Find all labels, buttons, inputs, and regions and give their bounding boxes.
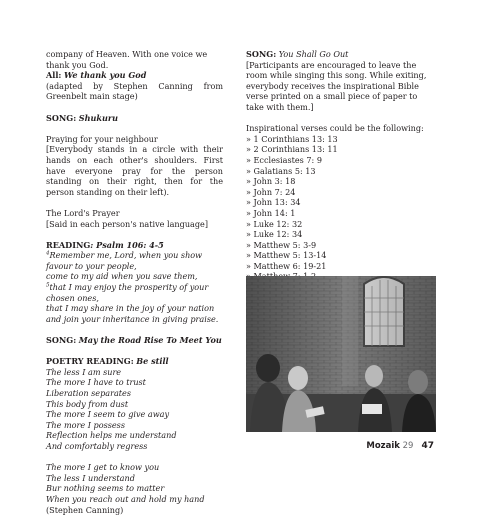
verse-item: » Luke 12: 32 bbox=[246, 218, 303, 229]
lords-prayer-title: The Lord's Prayer bbox=[46, 207, 120, 218]
reading-reference: : Psalm 106: 4-5 bbox=[90, 239, 164, 250]
page-number: 47 bbox=[421, 441, 434, 451]
song-go-out bbox=[246, 49, 434, 60]
verse-item: » Luke 12: 34 bbox=[246, 229, 303, 240]
left-column bbox=[46, 49, 223, 515]
prayer-instructions: [Everybody stands in a circle with their hands on each other's shoulders. First have everyone pray for the person standing on their right, then for the person standing on their left). bbox=[46, 144, 223, 197]
verse-item: » Ecclesiastes 7: 9 bbox=[246, 154, 322, 165]
verse-item: » John 13: 34 bbox=[246, 197, 301, 208]
song-title: Shukuru bbox=[78, 112, 119, 123]
poem-line: The less I understand bbox=[46, 472, 135, 483]
verse-item: » John 3: 18 bbox=[246, 176, 296, 187]
verse-line: that I may share in the joy of your nation bbox=[46, 303, 215, 314]
magazine-name: Mozaik bbox=[366, 441, 400, 451]
song-label: SONG: bbox=[46, 335, 77, 346]
group-photo bbox=[246, 276, 436, 432]
poem-stanza-1 bbox=[46, 367, 223, 452]
poem-line: The more I get to know you bbox=[46, 462, 160, 473]
poem-line: The less I am sure bbox=[46, 366, 122, 377]
poetry-label: POETRY READING: bbox=[46, 356, 134, 367]
reading-label: READING bbox=[46, 239, 91, 250]
poem-stanza-2 bbox=[46, 462, 223, 504]
song-shukuru bbox=[46, 113, 223, 124]
poetry-title: Be still bbox=[136, 356, 169, 367]
adapted-credit: (adapted by Stephen Canning from Greenbelt main stage) bbox=[46, 80, 223, 102]
song-instructions: [Participants are encouraged to leave the room while singing this song. While exiting, everybody receives the inspirational Bible verse printed on a small piece of paper to take with them.] bbox=[246, 59, 427, 112]
verse-item: » Matthew 6: 19-21 bbox=[246, 260, 327, 271]
song-label: SONG: bbox=[246, 49, 277, 59]
poem-line: When you reach out and hold my hand bbox=[46, 493, 205, 504]
poem-line: Liberation separates bbox=[46, 388, 131, 398]
poem-line: The more I have to trust bbox=[46, 377, 146, 388]
song-title: May the Road Rise To Meet You bbox=[78, 335, 222, 346]
poem-line: And comfortably regress bbox=[46, 440, 148, 451]
response-line bbox=[46, 70, 223, 81]
poem-credit: (Stephen Canning) bbox=[46, 504, 124, 515]
poem-line: The more I seem to give away bbox=[46, 409, 170, 420]
reading-heading bbox=[46, 240, 223, 251]
poem-line: Bur nothing seems to matter bbox=[46, 483, 165, 494]
song-title: You Shall Go Out bbox=[278, 49, 349, 59]
verse-line: and join your inheritance in giving praise. bbox=[46, 313, 219, 324]
verse-number: 4 bbox=[46, 250, 50, 257]
all-label: All: bbox=[46, 70, 62, 81]
all-response: We thank you God bbox=[64, 70, 147, 81]
verse-item: » John 7: 24 bbox=[246, 186, 296, 197]
photo-illustration bbox=[246, 276, 436, 432]
verse-item: » John 14: 1 bbox=[246, 207, 296, 218]
poem-line: Reflection helps me understand bbox=[46, 430, 177, 441]
issue-number: 29 bbox=[402, 441, 414, 451]
verse-line: $^5$that I may enjoy the prosperity of your chosen ones, bbox=[46, 282, 209, 303]
song-label: SONG: bbox=[46, 112, 77, 123]
verse-item: » 1 Corinthians 13: 13 bbox=[246, 133, 338, 144]
right-column bbox=[246, 49, 434, 303]
poem-line: The more I possess bbox=[46, 419, 125, 430]
verse-item: » Matthew 5: 3-9 bbox=[246, 239, 317, 250]
verse-item: » Galatians 5: 13 bbox=[246, 165, 316, 176]
poem-line: This body from dust bbox=[46, 398, 129, 409]
page-footer bbox=[366, 441, 434, 451]
verse-item: » Matthew 5: 13-14 bbox=[246, 250, 327, 261]
verse-item: » 2 Corinthians 13: 11 bbox=[246, 144, 338, 155]
song-road bbox=[46, 335, 223, 346]
intro-line: company of Heaven. With one voice we thank you God. bbox=[46, 49, 208, 70]
lords-prayer-instructions: [Said in each person's native language] bbox=[46, 218, 208, 229]
prayer-title: Praying for your neighbour bbox=[46, 133, 158, 144]
magazine-name-group bbox=[366, 441, 413, 451]
poetry-heading bbox=[46, 356, 223, 367]
verse-number: 5 bbox=[46, 282, 50, 289]
verse-line: $^4$Remember me, Lord, when you show favour to your people, bbox=[46, 250, 203, 271]
verses-intro: Inspirational verses could be the following: bbox=[246, 123, 424, 134]
verse-line: come to my aid when you save them, bbox=[46, 271, 198, 282]
